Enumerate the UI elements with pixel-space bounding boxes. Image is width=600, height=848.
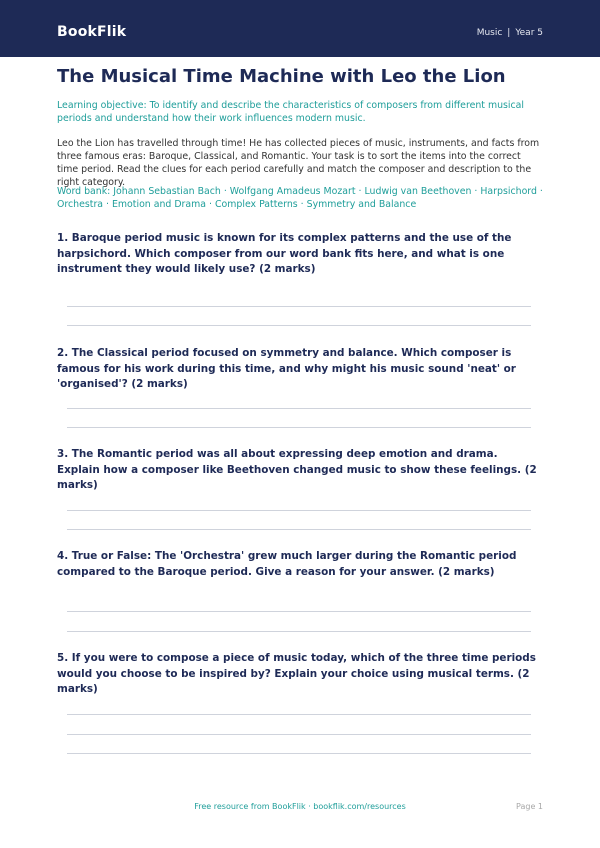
question-5 [57,651,543,698]
answer-line[interactable] [67,427,531,428]
question-text: 4. True or False: The 'Orchestra' grew much larger during the Romantic period compared to the Baroque period. Give a reason for your answer. (2 marks) [57,550,517,578]
word-bank: Word bank: Johann Sebastian Bach · Wolfgang Amadeus Mozart · Ludwig van Beethoven · Harpsichord · Orchestra · Emotion and Drama · Complex Patterns · Symmetry and Balance [57,186,543,210]
question-text: 2. The Classical period focused on symmetry and balance. Which composer is famous for his work during this time, and why might his music sound 'neat' or 'organised'? (2 marks) [57,347,516,390]
page-header [0,0,600,57]
brand-logo: BookFlik [57,24,127,40]
question-2 [57,346,543,393]
answer-line[interactable] [67,611,531,612]
answer-line[interactable] [67,325,531,326]
question-text: 3. The Romantic period was all about expressing deep emotion and drama. Explain how a composer like Beethoven changed music to show these feelings. (2 marks) [57,448,537,491]
question-3 [57,447,543,494]
question-text: 5. If you were to compose a piece of music today, which of the three time periods would you choose to be inspired by? Explain your choice using musical terms. (2 marks) [57,652,536,695]
year-label: Year 5 [515,28,543,38]
question-1 [57,231,543,278]
worksheet-title: The Musical Time Machine with Leo the Lion [57,66,506,87]
answer-line[interactable] [67,510,531,511]
answer-line[interactable] [67,734,531,735]
answer-line[interactable] [67,753,531,754]
answer-line[interactable] [67,714,531,715]
answer-line[interactable] [67,408,531,409]
learning-objective: Learning objective: To identify and describe the characteristics of composers from different musical periods and understand how their work influences modern music. [57,100,525,124]
question-4 [57,549,543,580]
answer-line[interactable] [67,631,531,632]
subject-year [477,28,543,38]
meta-separator: | [507,28,511,38]
intro-paragraph: Leo the Lion has travelled through time! He has collected pieces of music, instruments, and facts from three famous eras: Baroque, Classical, and Romantic. Your task is to sort the items into the correct time period. Read the clues for each period carefully and match the composer and description to the right category. [57,138,540,188]
footer-credit[interactable]: Free resource from BookFlik · bookflik.com/resources [194,802,406,811]
subject-label: Music [476,28,503,38]
answer-line[interactable] [67,529,531,530]
page-number: Page 1 [516,802,543,811]
question-text: 1. Baroque period music is known for its complex patterns and the use of the harpsichord. Which composer from our word bank fits here, and what is one instrument they would likely use? (2 marks) [57,232,512,275]
answer-line[interactable] [67,306,531,307]
